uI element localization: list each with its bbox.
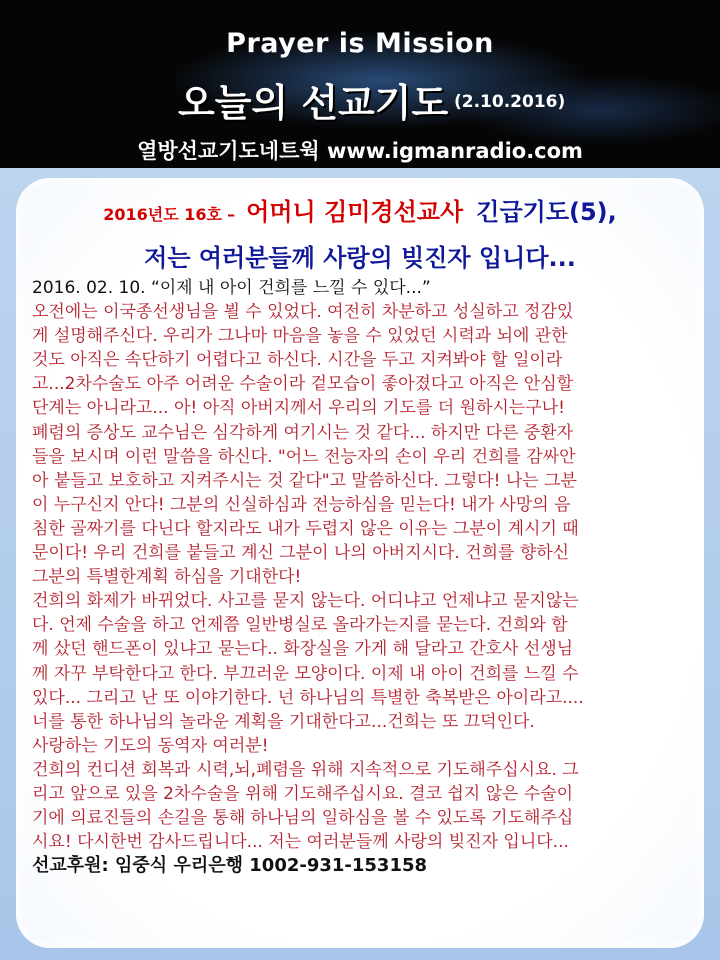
network-website: 열방선교기도네트웍 www.igmanradio.com: [137, 139, 583, 163]
headline-subtitle: 저는 여러분들께 사랑의 빚진자 입니다...: [144, 244, 576, 272]
header-banner: [0, 0, 720, 168]
body-line: 아 붙들고 보호하고 지켜주시는 것 같다"고 말씀하신다. 그렇다! 나는 그분: [32, 470, 577, 491]
body-line: 께 샀던 핸드폰이 있냐고 묻는다.. 화장실을 가게 해 달라고 간호사 선생님: [32, 639, 574, 660]
title-date: (2.10.2016): [454, 92, 566, 112]
issue-number: 2016년도 16호: [103, 205, 222, 224]
missionary-name: 어머니 김미경선교사: [246, 198, 464, 226]
body-line: 리고 앞으로 있을 2차수술을 위해 기도해주십시요. 결코 쉽지 않은 수술이: [32, 783, 574, 804]
body-line: 다. 언제 수술을 하고 언제쯤 일반병실로 올라가는지를 묻는다. 건희와 함: [32, 615, 568, 636]
body-line: 너를 통한 하나님의 놀라운 계획을 기대한다고...건희는 또 끄덕인다.: [32, 711, 535, 732]
title-korean: 오늘의 선교기도: [178, 81, 449, 125]
body-line: 사랑하는 기도의 동역자 여러분!: [32, 735, 269, 756]
body-line: 들을 보시며 이런 말씀을 하신다. "어느 전능자의 손이 우리 건희를 감싸안: [32, 446, 576, 467]
letter-panel: [16, 178, 704, 948]
body-line: 시요! 다시한번 감사드립니다... 저는 여러분들께 사랑의 빚진자 입니다...: [32, 832, 569, 853]
body-line: 고...2차수술도 아주 어려운 수술이라 겉모습이 좋아졌다고 아직은 안심할: [32, 374, 574, 395]
body-line: 단계는 아니라고... 아! 아직 아버지께서 우리의 기도를 더 원하시는구나!: [32, 398, 565, 419]
support-account: 선교후원: 임중식 우리은행 1002-931-153158: [32, 855, 428, 877]
body-line: 기에 의료진들의 손길을 통해 하나님의 일하심을 볼 수 있도록 기도해주십: [32, 808, 574, 829]
body-line: 그분의 특별한계획 하심을 기대한다!: [32, 567, 302, 588]
letter-frame: [0, 168, 720, 960]
body-line: 있다... 그리고 난 또 이야기한다. 넌 하나님의 특별한 축복받은 아이라고....: [32, 687, 584, 708]
body-line: 건희의 화제가 바뀌었다. 사고를 묻지 않는다. 어디냐고 언제냐고 묻지않는: [32, 591, 579, 612]
dateline: 2016. 02. 10. “이제 내 아이 건희를 느낄 수 있다...”: [32, 278, 431, 298]
body-line: 침한 골짜기를 다닌다 할지라도 내가 두렵지 않은 이유는 그분이 계시기 때: [32, 518, 579, 539]
body-line: 께 자꾸 부탁한다고 한다. 부끄러운 모양이다. 이제 내 아이 건희를 느낄 수: [32, 663, 579, 684]
body-line: 문이다! 우리 건희를 붙들고 계신 그분이 나의 아버지시다. 건희를 향하신: [32, 543, 570, 564]
title-english: Prayer is Mission: [226, 28, 494, 59]
body-line: 게 설명해주신다. 우리가 그나마 마음을 놓을 수 있었던 시력과 뇌에 관한: [32, 326, 568, 347]
body-line: 이 누구신지 안다! 그분의 신실하심과 전능하심을 믿는다! 내가 사망의 음: [32, 494, 571, 515]
body-line: 오전에는 이국종선생님을 뵐 수 있었다. 여전히 차분하고 성실하고 정감있: [32, 302, 574, 323]
urgent-prayer-label: 긴급기도(5),: [476, 198, 617, 226]
body-line: 건희의 컨디션 회복과 시력,뇌,폐렴을 위해 지속적으로 기도해주십시요. 그: [32, 759, 579, 780]
body-line: 것도 아직은 속단하기 어렵다고 하신다. 시간을 두고 지켜봐야 할 일이라: [32, 350, 563, 371]
body-line: 폐렴의 증상도 교수님은 심각하게 여기시는 것 같다... 하지만 다른 중환자: [32, 422, 574, 443]
headline-dash: –: [227, 205, 236, 224]
letter-body: [32, 276, 696, 878]
headline-primary: [16, 192, 704, 227]
